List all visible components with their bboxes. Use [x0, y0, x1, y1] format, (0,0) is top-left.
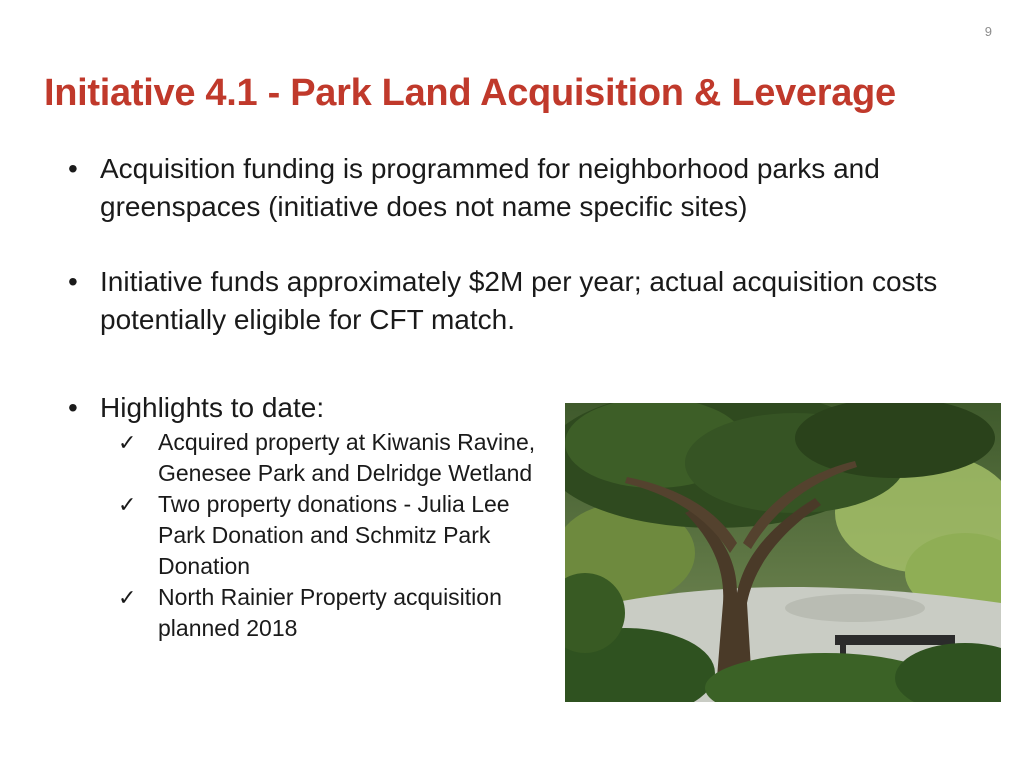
bullet-dot: • [68, 153, 78, 184]
bullet-text: Initiative funds approximately $2M per year; actual acquisition costs potentially eligible for CFT match. [100, 266, 938, 335]
checkmark-icon: ✓ [118, 585, 137, 610]
highlight-text: Two property donations - Julia Lee Park Donation and Schmitz Park Donation [158, 491, 510, 579]
bullet-dot: • [68, 266, 78, 297]
highlight-text: Acquired property at Kiwanis Ravine, Genesee Park and Delridge Wetland [158, 429, 536, 486]
bullet-text: Acquisition funding is programmed for neighborhood parks and greenspaces (initiative does not name specific sites) [100, 153, 880, 222]
slide-title: Initiative 4.1 - Park Land Acquisition & Leverage [44, 72, 896, 114]
highlight-item [118, 582, 558, 644]
highlight-item [118, 427, 558, 489]
bullet-text: Highlights to date: [100, 392, 325, 423]
bullet-item [68, 263, 948, 339]
checkmark-icon: ✓ [118, 430, 137, 455]
park-tree-photo [565, 403, 1001, 702]
checkmark-icon: ✓ [118, 492, 137, 517]
bullet-item [68, 150, 948, 226]
bullet-dot: • [68, 392, 78, 423]
highlight-item [118, 489, 558, 582]
page-number: 9 [984, 24, 992, 39]
highlight-text: North Rainier Property acquisition planned 2018 [158, 584, 502, 641]
highlights-list [118, 427, 558, 644]
